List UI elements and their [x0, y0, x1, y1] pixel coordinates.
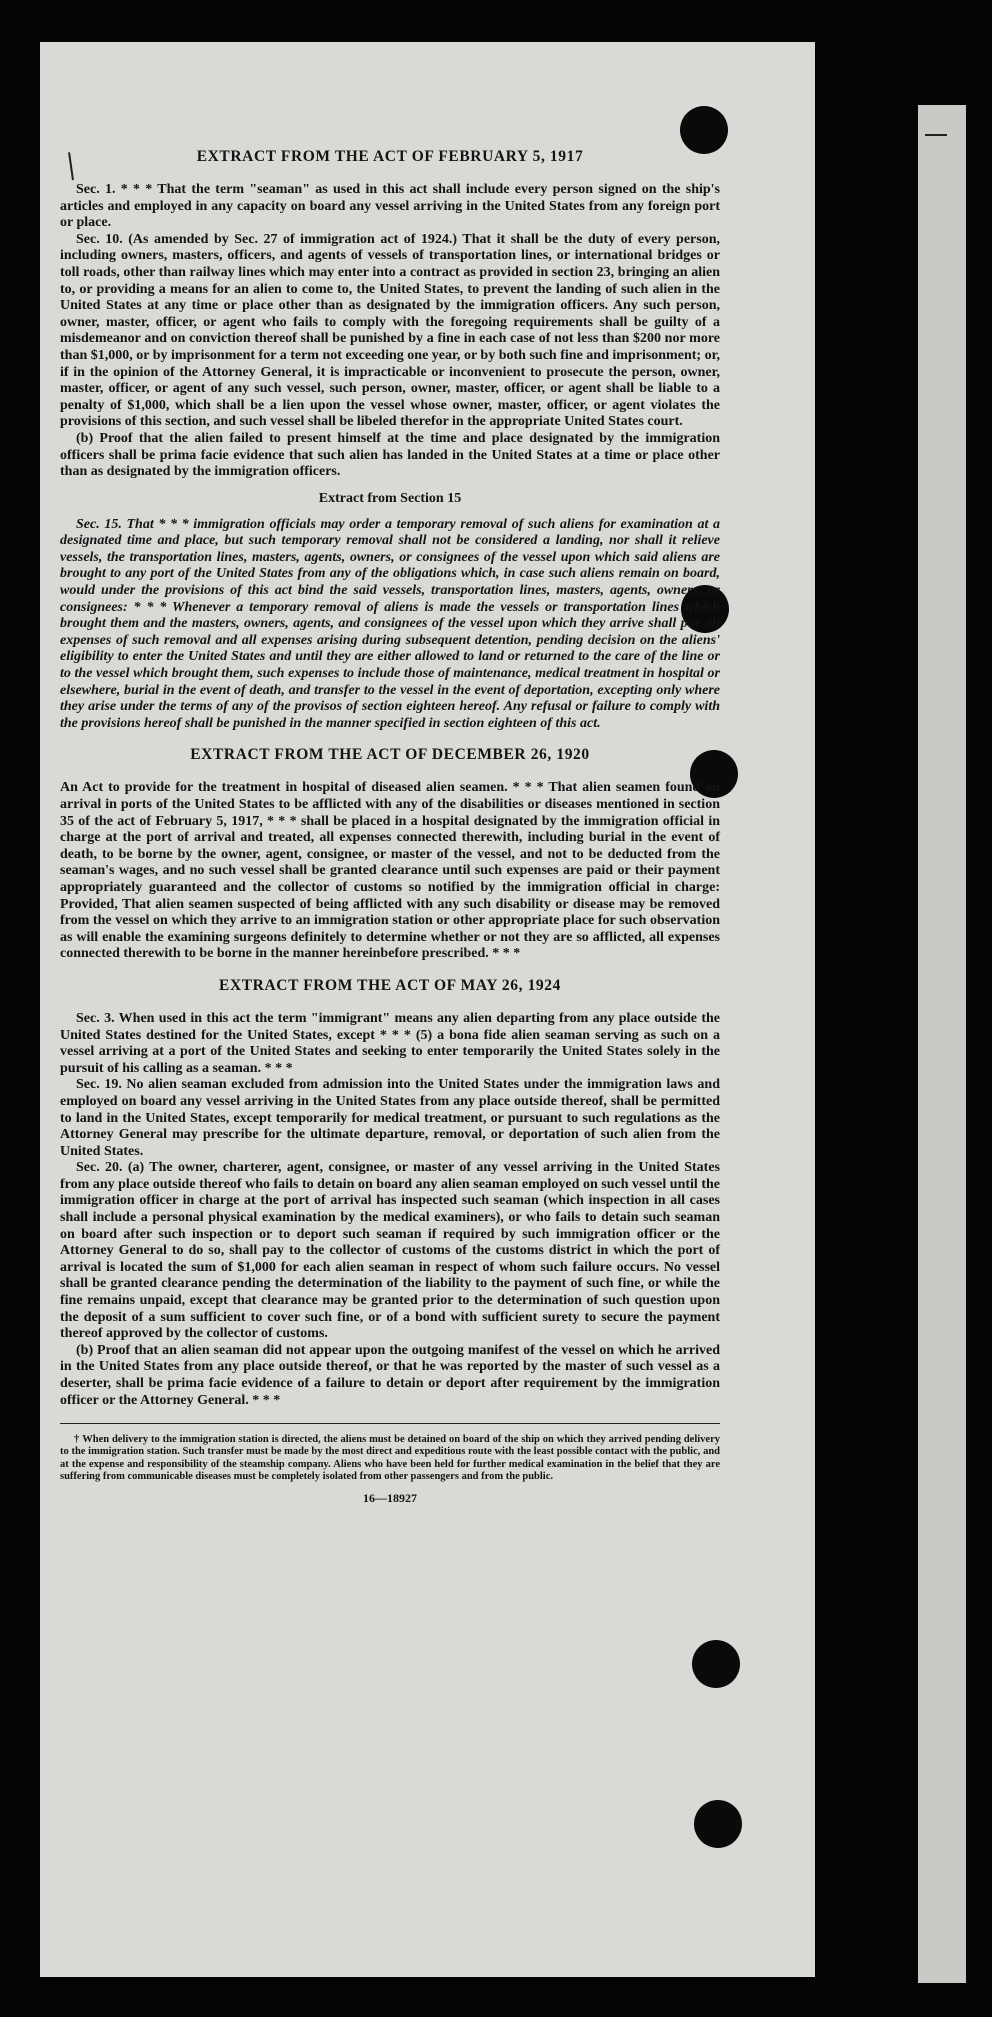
backing-strip	[918, 105, 966, 1983]
paragraph: Sec. 20. (a) The owner, charterer, agent, consignee, or master of any vessel arriving in the United States from any place outside thereof who fails to detain on board any alien seaman employed on such vessel until the immigration officer in charge at the port of arrival has inspected such seaman (which inspection in all cases shall include a personal physical examination by the medical examiners), or who fails to detain such seaman on board after such inspection or to deport such seaman if required by such immigration officer or the Attorney General to do so, shall pay to the collector of customs of the customs district in which the port of arrival is located the sum of $1,000 for each alien seaman in respect of whom such failure occurs. No vessel shall be granted clearance pending the determination of the liability to the payment of such fine, or while the fine remains unpaid, except that clearance may be granted prior to the determination of such question upon the deposit of a sum sufficient to cover such fine, or of a bond with sufficient surety to secure the payment thereof approved by the collector of customs.	[60, 1160, 720, 1342]
section-may-1924	[60, 977, 720, 1409]
paragraph: Sec. 10. (As amended by Sec. 27 of immigration act of 1924.) That it shall be the duty of every person, including owners, masters, officers, and agents of vessels of transportation lines, or international bridges or toll roads, other than railway lines which may enter into a contract as provided in section 23, bringing an alien to, or providing a means for an alien to come to, the United States, to prevent the landing of such alien in the United States at any time or place other than as designated by the immigration officers. Any such person, owner, master, officer, or agent who fails to comply with the foregoing requirements shall be guilty of a misdemeanor and on conviction thereof shall be punished by a fine in each case of not less than $200 nor more than $1,000, or by imprisonment for a term not exceeding one year, or by both such fine and imprisonment; or, if in the opinion of the Attorney General, it is impracticable or inconvenient to prosecute the person, owner, master, officer, or agent of any such vessel, such person, owner, master, officer, or agent shall be liable to a penalty of $1,000, which shall be a lien upon the vessel whose owner, master, officer, or agent violates the provisions of this section, and such vessel shall be libeled therefor in the appropriate United States court.	[60, 231, 720, 430]
document-body	[60, 148, 720, 1506]
heading-feb-1917: EXTRACT FROM THE ACT OF FEBRUARY 5, 1917	[196, 148, 584, 165]
section-feb-1917	[60, 148, 720, 481]
paragraph: Sec. 3. When used in this act the term "immigrant" means any alien departing from any place outside the United States destined for the United States, except * * * (5) a bona fide alien seaman serving as such on a vessel arriving at a port of the United States and seeking to enter temporarily the United States solely in the pursuit of his calling as a seaman. * * *	[60, 1010, 720, 1076]
paragraph: (b) Proof that the alien failed to present himself at the time and place designated by the immigration officers shall be prima facie evidence that such alien has landed in the United States at a time or place other than as designated by the immigration officers.	[60, 430, 720, 480]
footnote	[60, 1434, 720, 1483]
section-dec-1920	[60, 746, 720, 963]
punch-hole-4	[692, 1640, 740, 1688]
footnote-divider	[60, 1423, 720, 1424]
paragraph: An Act to provide for the treatment in hospital of diseased alien seamen. * * * That alien seamen found on arrival in ports of the United States to be afflicted with any of the disabilities or diseases mentioned in section 35 of the act of February 5, 1917, * * * shall be placed in a hospital designated by the immigration official in charge at the port of arrival and treated, all expenses connected therewith, including burial in the event of death, to be borne by the owner, agent, consignee, or master of the vessel, and not to be deducted from the seaman's wages, and no such vessel shall be granted clearance until such expenses are paid or their payment appropriately guaranteed and the collector of customs so notified by the immigration official in charge: Provided, That alien seamen suspected of being afflicted with any such disability or disease may be removed from the vessel on which they arrive to an immigration station or other appropriate place for such observation as will enable the examining surgeons definitely to determine whether or not they are so afflicted, all expenses connected therewith to be borne in the manner hereinbefore prescribed. * * *	[60, 780, 720, 962]
strip-mark	[925, 134, 947, 136]
heading-section-15: Extract from Section 15	[318, 490, 462, 506]
heading-may-1924: EXTRACT FROM THE ACT OF MAY 26, 1924	[219, 976, 561, 994]
punch-hole-1	[680, 106, 728, 154]
paragraph: (b) Proof that an alien seaman did not appear upon the outgoing manifest of the vessel on which he arrived in the United States from any place outside thereof, or that he was reported by the master of such vessel as a deserter, shall be prima facie evidence of a failure to detain or deport after requirement by the immigration officer or the Attorney General. * * *	[60, 1342, 720, 1408]
heading-dec-1920: EXTRACT FROM THE ACT OF DECEMBER 26, 1920	[190, 746, 590, 764]
paragraph: Sec. 19. No alien seaman excluded from admission into the United States under the immigration laws and employed on board any vessel arriving in the United States from any place outside thereof, shall be permitted to land in the United States, except temporarily for medical treatment, or pursuant to such regulations as the Attorney General may prescribe for the ultimate departure, removal, or deportation of such alien from the United States.	[60, 1077, 720, 1159]
punch-hole-5	[694, 1800, 742, 1848]
section-15	[60, 491, 720, 733]
footnote-text: † When delivery to the immigration station is directed, the aliens must be detained on board of the ship on which they arrived pending delivery to the immigration station. Such transfer must be made by the most direct and expeditious route with the least possible contact with the public, and at the expense and responsibility of the steamship company. Aliens who have been held for further medical examination in the belief that they are suffering from communicable diseases must be completely isolated from other passengers and from the public.	[60, 1434, 720, 1482]
form-number: 16—18927	[363, 1491, 417, 1505]
paragraph: Sec. 15. That * * * immigration officials may order a temporary removal of such aliens for examination at a designated time and place, but such temporary removal shall not be considered a landing, nor shall it relieve vessels, the transportation lines, masters, agents, owners, or consignees of the vessel upon which said aliens are brought to any port of the United States from any of the obligations which, in case such aliens remain on board, would under the provisions of this act bind the said vessels, transportation lines, masters, agents, owners, or consignees: * * * Whenever a temporary removal of aliens is made the vessels or transportation lines which brought them and the masters, owners, agents, and consignees of the vessel upon which they arrive shall pay all expenses of such removal and all expenses arising during subsequent detention, pending decision on the aliens' eligibility to enter the United States and until they are either allowed to land or returned to the care of the line or to the vessel which brought them, such expenses to include those of maintenance, medical treatment in hospital or elsewhere, burial in the event of death, and transfer to the vessel in the event of deportation, excepting only where they arise under the terms of any of the provisos of section eighteen hereof. Any refusal or failure to comply with the provisions hereof shall be punished in the manner specified in section eighteen of this act.	[60, 516, 720, 731]
paragraph: Sec. 1. * * * That the term "seaman" as used in this act shall include every person signed on the ship's articles and employed in any capacity on board any vessel arriving in the United States from any foreign port or place.	[60, 182, 720, 231]
